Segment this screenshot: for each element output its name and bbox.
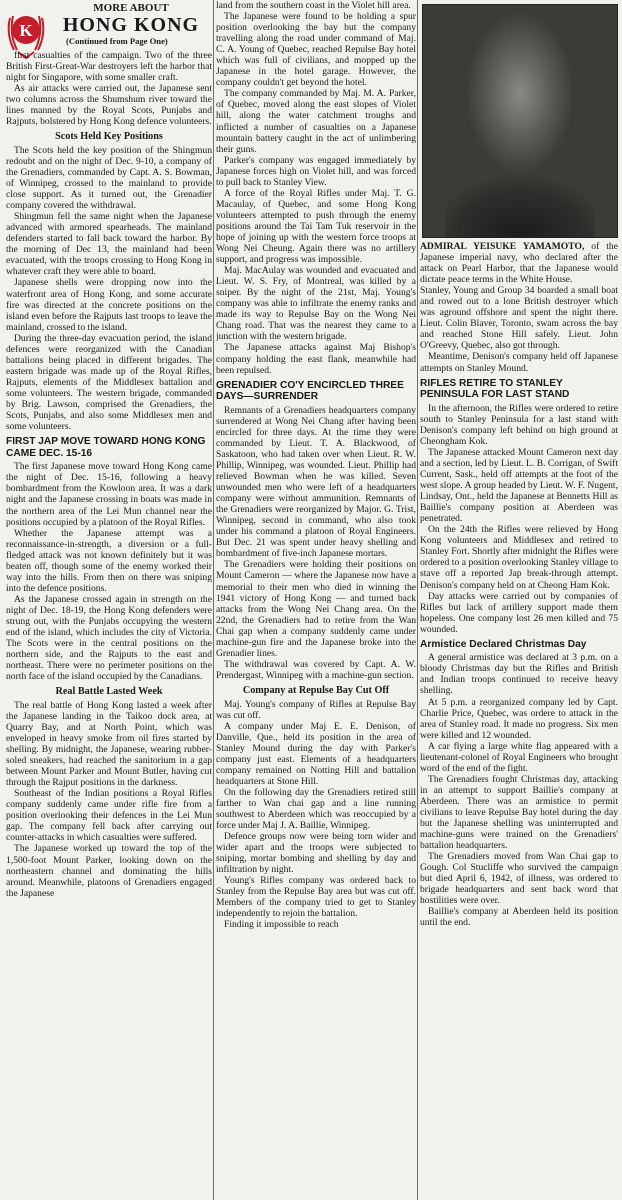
paragraph: Maj. MacAulay was wounded and evacuated and Lieut. W. S. Fry, of Montreal, was killed by a sniper. By the night of the 21st, Maj. Young's company was able to infiltrate the enemy ranks and made its way to Repulse Bay on the Wong Nei Chang road. That was the nearest they came to a junction with the western brigade. [216, 265, 416, 343]
headline-kicker: MORE ABOUT [93, 2, 169, 14]
continued-line: (Continued from Page One) [66, 36, 168, 46]
paragraph: Stanley, Young and Group 34 boarded a small boat and rowed out to a lone British destroyer which was aground offshore and spent the night there. Lieut. Colin Blaver, Toronto, swam across the bay and reached Stone Hill safely. Lieut. John O'Greevy, Quebec, also got through. [420, 285, 618, 352]
paragraph: Defence groups now were being torn wider and wider apart and the troops were subjected to sniping, mortar bombing and shelling by day and infiltration by night. [216, 831, 416, 876]
paragraph: During the three-day evacuation period, the island defences were reorganized with the Canadian battalions being placed in different brigades. The eastern brigade was made up of the Royal Rifles, Rajputs, elements of the Middlesex battalion and some volunteers. The western brigade, commanded by Brig. Lawson, comprised the Grenadiers, the Scots, Punjabs, and also some Middlesex men and some volunteers. [6, 332, 212, 433]
paragraph: A force of the Royal Rifles under Maj. T. G. Macaulay, of Quebec, and some Hong Kong volunteers attempted to push through the enemy positions around the Tai Tam Tuk reservoir in the hope of joining up with the western force troops at Wong Nei Cheung. Again there was no artillery support, and progress was impossible. [216, 187, 416, 266]
paragraph: Baillie's company at Aberdeen held its position until the end. [420, 906, 618, 929]
section-heading: FIRST JAP MOVE TOWARD HONG KONG CAME DEC. 15-16 [6, 436, 206, 459]
section-heading: GRENADIER CO'Y ENCIRCLED THREE DAYS—SURRENDER [216, 379, 404, 403]
article-column-3 [420, 0, 618, 1200]
paragraph: The Japanese attacks against Maj Bishop's company holding the east flank, meanwhile had been repulsed. [216, 342, 416, 376]
caption-name: ADMIRAL YEISUKE YAMAMOTO, [420, 241, 585, 252]
paragraph: Remnants of a Grenadiers headquarters company surrendered at Wong Nei Chang after having been encircled for three days. At the time they were commanded by Lieut. T. A. Blackwood, of Saskatoon, who had taken over when Lieut. R. W. Phillip, Winnipeg, was wounded. Lieut. Phillip had relieved Bowman when he was killed. Seven unwounded men who were left of a headquarters company were without ammunition. Remnants of the Grenadiers were reorganized by Major. G. Trist, Winnipeg, second in command, who also took under his command a platoon of Royal Engineers. But Dec. 21 was spent under heavy shelling and bombardment of five-inch Japanese mortars. [216, 404, 416, 560]
paragraph: On the following day the Grenadiers retired still farther to Wan chai gap and a line running southwest to Aberdeen which was reoccupied by a force under Maj J. A. Baillie, Winnipeg. [216, 786, 416, 832]
section-heading: Scots Held Key Positions [55, 131, 163, 143]
paragraph: A company under Maj E. E. Denison, of Danville, Que., held its position in the area of Stanley Mound during the day with Parker's company just east. Elements of a headquarters company remained on Notting Hill and battalion headquarters at Stone Hill. [216, 720, 416, 787]
headline-main: HONG KONG [62, 14, 200, 36]
paragraph: The company commanded by Maj. M. A. Parker, of Quebec, moved along the east slopes of Violet hill, along the water catchment troughs and inflicted a number of casualties on a Japanese mountain battery caught in the act of unlimbering their guns. [216, 88, 416, 155]
paragraph: Day attacks were carried out by companies of Rifles but lack of artillery support made them hopeless. One company lost 26 men killed and 75 wounded. [420, 590, 618, 635]
paragraph: Southeast of the Indian positions a Royal Rifles company suddenly came under rifle fire from a position overlooking their defences in the Lei Mun gap. The company fell back after carrying out counter-attacks in which casualties were suffered. [6, 788, 212, 844]
paragraph: As air attacks were carried out, the Japanese sent two columns across the Shumshum river toward the lines manned by the Royal Scots, Punjabs and Rajputs, bolstered by Hong Kong defence volunteers. [6, 83, 212, 128]
section-heading: Company at Repulse Bay Cut Off [242, 684, 390, 696]
paragraph: Maj. Young's company of Rifles at Repulse Bay was cut off. [216, 698, 416, 721]
paragraph: Meantime, Denison's company held off Japanese attempts on Stanley Mound. [420, 351, 618, 374]
column-rule-left [213, 0, 214, 1200]
column-rule-right [417, 0, 418, 1200]
paragraph: Japanese shells were dropping now into the waterfront area of Hong Kong, and some accurate fire was directed at the concrete positions on the island even before the Rajputs last troops to leave the mainland, crossed to the island. [6, 277, 212, 333]
photo-caption [420, 241, 618, 285]
paragraph: The Grenadiers were holding their positions on Mount Cameron — where the Japanese now have a memorial to their men who died in winning the 1941 victory of Hong Kong — and turned back attacks from the Wong Nei Chang area. On the 22nd, the Grenadiers had to retire from the Wan Chai gap when a company suddenly came under machine-gun fire and the Japanese broke into the Grenadier lines. [216, 559, 416, 659]
paragraph: The Japanese attacked Mount Cameron next day and a section, led by Lieut. L. B. Corrigan, of Swift Current, Sask., held off attempts at the foot of the west slope. A group headed by Lieut. W. F. Nugent, Lindsay, Ont., held the Japanese at Bennetts Hill as Baillie's company position at Aberdeen was penetrated. [420, 446, 618, 525]
paragraph: Young's Rifles company was ordered back to Stanley from the Repulse Bay area but was cut off. Members of the company tried to get to Stanley independently to rejoin the battalion. [216, 875, 416, 920]
paragraph: Shingmun fell the same night when the Japanese advanced with armored spearheads. The mainland defenders started to fall back toward the harbor. By the morning of Dec 13, the mainland had been evacuated, with the troops crossing to Hong Kong in whatever craft they were able to board. [6, 211, 212, 278]
article-column-1 [6, 0, 212, 1200]
section-heading: Armistice Declared Christmas Day [420, 638, 587, 650]
section-heading: RIFLES RETIRE TO STANLEY PENINSULA FOR LAST STAND [420, 377, 570, 401]
paragraph: first casualties of the campaign. Two of the three British First-Great-War destroyers left the harbor that night for Singapore, with some smaller craft. [6, 50, 212, 84]
paragraph: The Grenadiers fought Christmas day, attacking in an attempt to support Baillie's company at Aberdeen. There was an armistice to permit civilians to leave Repulse Bay hotel during the day but the Japanese shelling was uninterrupted and machine-guns were trained on the Grenadiers' battalion headquarters. [420, 773, 618, 852]
article-column-2 [216, 0, 416, 1200]
paragraph: A car flying a large white flag appeared with a lieutenant-colonel of Royal Engineers who brought word of the end of the fight. [420, 740, 618, 774]
paragraph: At 5 p.m. a reorganized company led by Capt. Charlie Price, Quebec, was ordere to attack in the area of Stanley road. It made no progress. Six men were killed and 12 wounded. [420, 696, 618, 741]
paragraph: The first Japanese move toward Hong Kong came the night of Dec. 15-16, following a heavy bombardment from the Kowloon area. It was a dark night and the Japanese crossing in boats was made in the northern area of the Lei Mun channel near the positions occupied by a platoon of the Royal Rifles. [6, 461, 212, 528]
paragraph: On the 24th the Rifles were relieved by Hong Kong volunteers and Middlesex and retired to Stanley Fort. Shortly after midnight the Rifles were ordered to a position overlooking Stanley village to stave off a reported Jap break-through attempt. Denison's company held on at Cheong Ham Kok. [420, 524, 618, 591]
paragraph: The withdrawal was covered by Capt. A. W. Prendergast, Winnipeg with a machine-gun section. [216, 658, 416, 681]
paragraph: Whether the Japanese attempt was a reconnaissance-in-strength, a diversion or a full-fledged attack was not known definitely but it was beaten off, though some of the enemy worked their way into the hills. From then on there was sniping into the defence positions. [6, 527, 212, 594]
paragraph: The real battle of Hong Kong lasted a week after the Japanese landing in the Taikoo dock area, at Quarry Bay, and at North Point, which was enveloped in heavy smoke from oil fires started by shelling. By midnight, the Japanese, wearing rubber-soled sneakers, had reached the sanitorium in a gap between Mount Parker and Mount Butler, having cut through the Rajput positions in the darkness. [6, 699, 212, 789]
portrait-photo [422, 4, 618, 238]
paragraph: Parker's company was engaged immediately by Japanese forces high on Violet hill, and was forced to pull back to Stanley View. [216, 154, 416, 188]
paragraph: The Scots held the key position of the Shingmun redoubt and on the night of Dec. 9-10, a company of the Grenadiers, commanded by Capt. A. S. Bowman, of Winnipeg, crossed to the mainland to provide close support. As it turned out, the Grenadier company covered the withdrawal. [6, 144, 212, 212]
caption-text: of the Japanese imperial navy, who declared after the attack on Pearl Harbor, that the Japanese would dictate peace terms in the White House. [420, 241, 618, 286]
paragraph: A general armistice was declared at 3 p.m. on a bloody Christmas day but the Rifles and British and Indian troops continued to receive heavy shelling. [420, 652, 618, 697]
paragraph: Finding it impossible to reach [224, 919, 339, 931]
paragraph: The Japanese worked up toward the top of the 1,500-foot Mount Parker, looking down on the northeastern channel and dominating the hills around. Meanwhile, platoons of Grenadiers engaged the Japanese [6, 843, 212, 899]
section-heading: Real Battle Lasted Week [55, 686, 163, 698]
paragraph: land from the southern coast in the Violet hill area. [216, 0, 411, 11]
paragraph: The Grenadiers moved from Wan Chai gap to Gough. Col Stucliffe who survived the campaign but died April 6, 1942, of illness, was ordered to brigade headquarters and sent back word that hostilities were over. [420, 851, 618, 907]
svg-text:K: K [19, 21, 33, 40]
paragraph: The Japanese were found to be holding a spur position overlooking the bay but the company travelling along the road under command of Maj. C. A. Young of Quebec, reached Repulse Bay hotel which was full of civilians, and mopped up the Japanese in the hotel garage. However, the company couldn't get beyond the hotel. [216, 11, 416, 89]
paragraph: In the afternoon, the Rifles were ordered to retire south to Stanley Peninsula for a last stand with Denison's company left behind on high ground at Cheongham Kok. [420, 402, 618, 447]
paragraph: As the Japanese crossed again in strength on the night of Dec. 18-19, the Hong Kong defenders were strung out, with the Punjabs occupying the western end of the island, which includes the city of Victoria. The Scots were in the central positions on the northern side, and the Rajputs to the east and northeast. There were no perimeter positions on the north face of the island occupied by the Canadians. [6, 593, 212, 683]
